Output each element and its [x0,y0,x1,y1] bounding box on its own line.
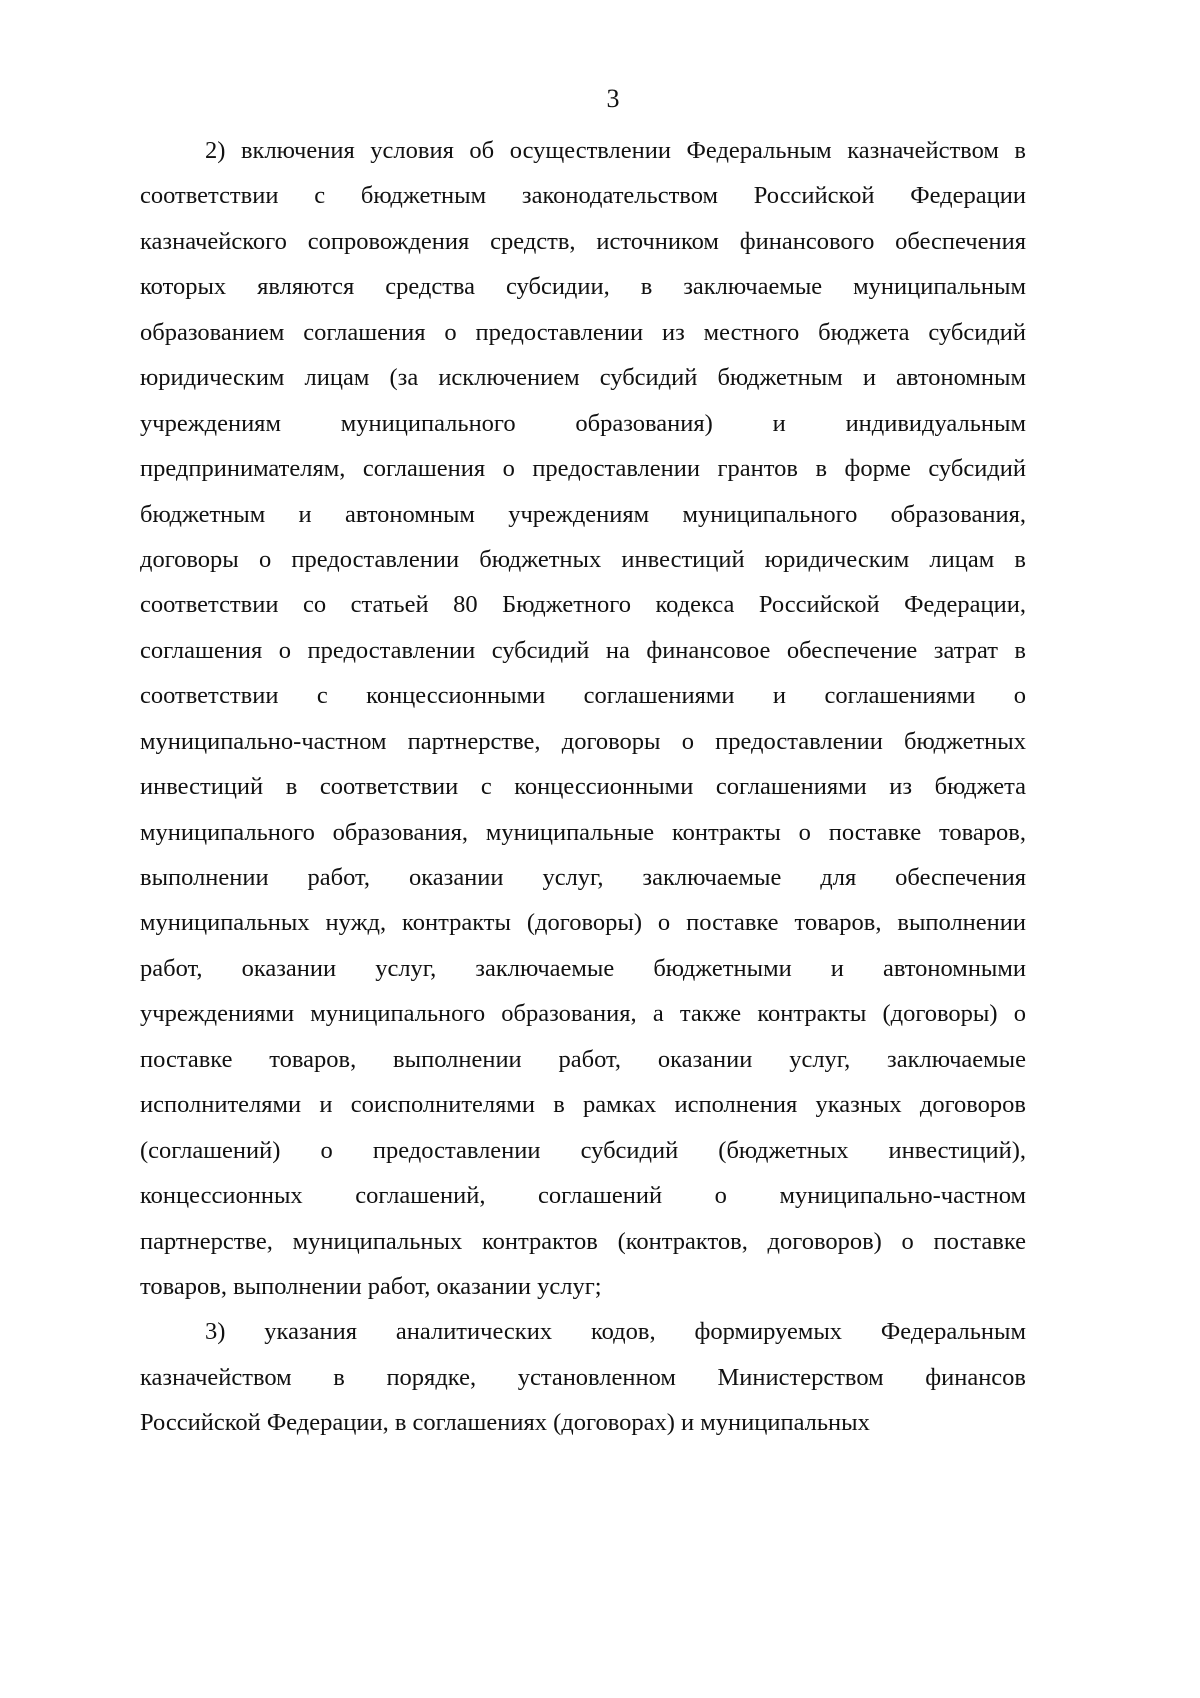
text-line: образованием соглашения о предоставлении из местного бюджета субсидий [140,318,1026,346]
text-line: муниципального образования, муниципальные контракты о поставке товаров, [140,818,1026,846]
text-line: 2) включения условия об осуществлении Федеральным казначейством в [205,137,1026,164]
text-line: товаров, выполнении работ, оказании услуг; [140,1272,602,1300]
text-line: концессионных соглашений, соглашений о муниципально-частном [140,1182,1026,1210]
text-line: казначейского сопровождения средств, источником финансового обеспечения [140,227,1026,255]
text-line: соответствии со статьей 80 Бюджетного кодекса Российской Федерации, [140,591,1026,619]
text-line: работ, оказании услуг, заключаемые бюджетными и автономными [140,954,1026,982]
text-line: соглашения о предоставлении субсидий на финансовое обеспечение затрат в [140,636,1026,664]
text-line: учреждениям муниципального образования) и индивидуальным [140,409,1026,437]
text-line: казначейством в порядке, установленном Министерством финансов [140,1363,1026,1391]
text-line: соответствии с бюджетным законодательством Российской Федерации [140,182,1026,210]
page-number: 3 [606,84,620,113]
text-line: учреждениями муниципального образования, а также контракты (договоры) о [140,1000,1026,1028]
text-line: муниципально-частном партнерстве, договоры о предоставлении бюджетных [140,727,1026,755]
text-line: бюджетным и автономным учреждениям муниципального образования, [140,500,1026,528]
text-line: договоры о предоставлении бюджетных инвестиций юридическим лицам в [140,545,1026,573]
text-line: юридическим лицам (за исключением субсидий бюджетным и автономным [140,364,1026,392]
text-line: партнерстве, муниципальных контрактов (контрактов, договоров) о поставке [140,1227,1026,1255]
text-line: (соглашений) о предоставлении субсидий (бюджетных инвестиций), [140,1136,1026,1164]
text-line: поставке товаров, выполнении работ, оказании услуг, заключаемые [140,1045,1026,1073]
text-line: исполнителями и соисполнителями в рамках исполнения указных договоров [140,1091,1026,1119]
text-line: 3) указания аналитических кодов, формируемых Федеральным [205,1318,1026,1346]
text-line: Российской Федерации, в соглашениях (договорах) и муниципальных [140,1409,870,1437]
text-line: которых являются средства субсидии, в заключаемые муниципальным [140,273,1026,301]
text-line: инвестиций в соответствии с концессионными соглашениями из бюджета [140,773,1026,801]
document-body [140,128,1026,1446]
text-line: выполнении работ, оказании услуг, заключаемые для обеспечения [140,864,1026,891]
text-line: муниципальных нужд, контракты (договоры) о поставке товаров, выполнении [140,909,1026,937]
text-line: соответствии с концессионными соглашениями и соглашениями о [140,682,1026,710]
text-line: предпринимателям, соглашения о предоставлении грантов в форме субсидий [140,455,1026,483]
